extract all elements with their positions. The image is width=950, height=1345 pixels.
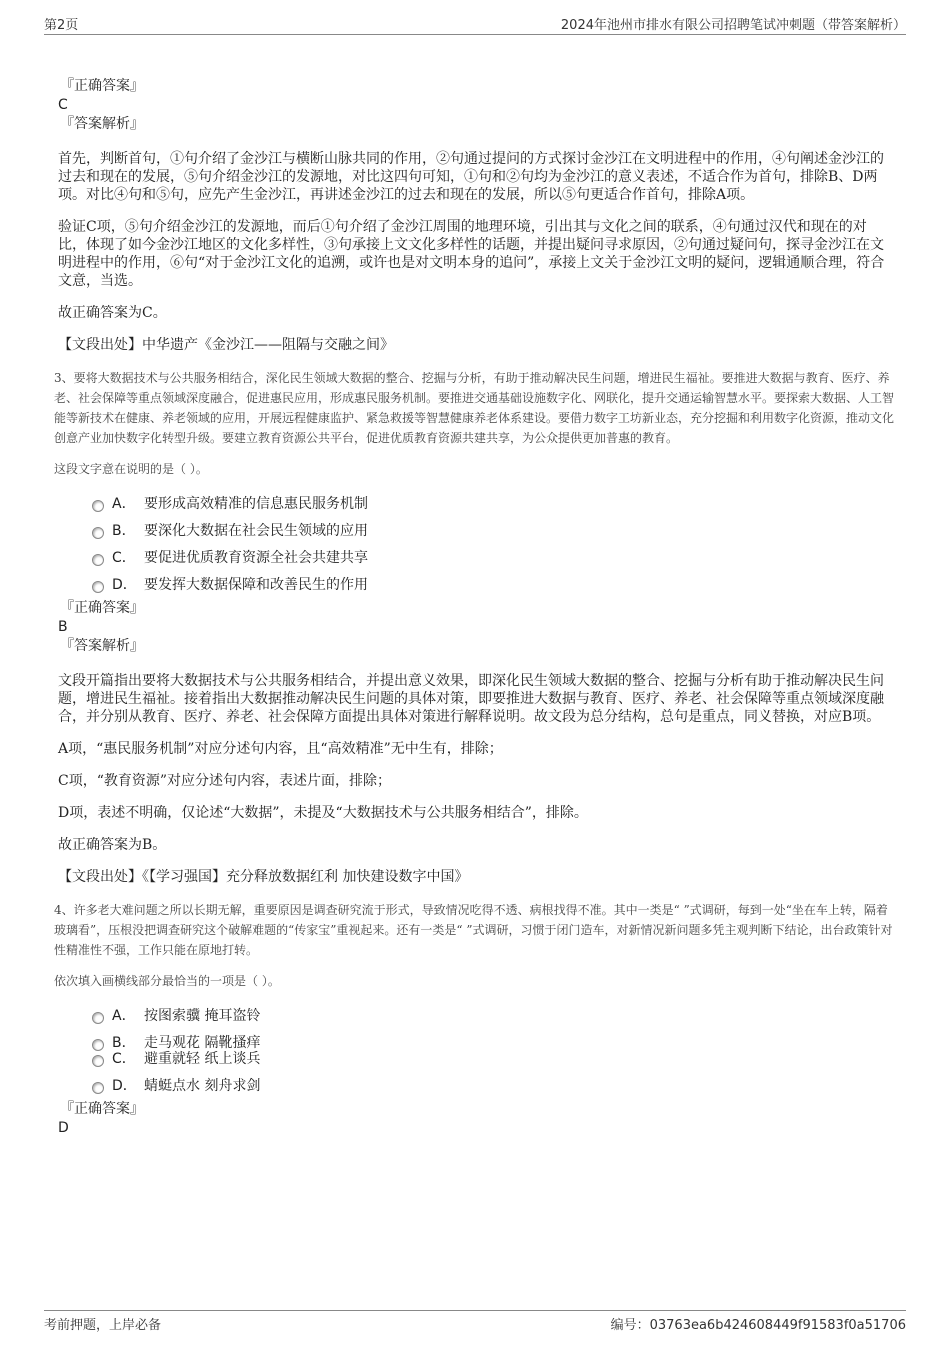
option-text: 要形成高效精准的信息惠民服务机制	[144, 496, 368, 512]
page-header	[44, 14, 906, 35]
page-content	[54, 76, 895, 1137]
analysis-paragraph: D项，表述不明确，仅论述“大数据”，未提及“大数据技术与公共服务相结合”，排除。	[58, 805, 588, 821]
question-prompt: 这段文字意在说明的是（ ）。	[54, 462, 208, 476]
option-text: 避重就轻 纸上谈兵	[144, 1051, 261, 1067]
option-letter: D．	[112, 577, 137, 593]
question-prompt: 依次填入画横线部分最恰当的一项是（ ）。	[54, 974, 280, 988]
question-3	[54, 368, 894, 602]
option-text: 蜻蜓点水 刻舟求剑	[144, 1078, 261, 1094]
answer-label: 『正确答案』	[60, 78, 144, 94]
answer-label: 『正确答案』	[60, 600, 144, 616]
analysis-paragraph: 文段开篇指出要将大数据技术与公共服务相结合，并提出意义效果，即深化民生领域大数据的整合、挖掘与分析有助于推动解决民生问题，增进民生福祉。接着指出大数据推动解决民生问题的具体对策，即要推进大数据与教育、医疗、养老、社会保障等重点领域深度融合，并分别从教育、医疗、养老、社会保障方面提出具体对策进行解释说明。故文段为总分结构，总句是重点，同义替换，对应B项。	[58, 673, 884, 725]
question-text: 3、要将大数据技术与公共服务相结合，深化民生领域大数据的整合、挖掘与分析，有助于推动解决民生问题，增进民生福祉。要推进大数据与教育、医疗、养老、社会保障等重点领域深度融合，促进惠民应用，形成惠民服务机制。要推进交通基础设施数字化、网联化，提升交通运输智慧水平。要探索大数据、人工智能等新技术在健康、养老领域的应用，开展远程健康监护、紧急救援等智慧健康养老体系建设。要借力数字工坊新业态，充分挖掘和利用数字化资源，推动文化创意产业加快数字化转型升级。要建立教育资源公共平台，促进优质教育资源共建共享，为公众提供更加普惠的教育。	[54, 371, 895, 445]
radio-button[interactable]	[92, 500, 104, 512]
analysis-paragraph: A项，“惠民服务机制”对应分述句内容，且“高效精准”无中生有，排除；	[58, 741, 503, 757]
radio-button[interactable]	[92, 527, 104, 539]
option-b[interactable]	[92, 1033, 894, 1049]
option-letter: A．	[112, 1008, 136, 1024]
radio-button[interactable]	[92, 554, 104, 566]
radio-button[interactable]	[92, 1012, 104, 1024]
question-text: 4、许多老大难问题之所以长期无解，重要原因是调查研究流于形式，导致情况吃得不透、病根找得不准。其中一类是“ ”式调研，每到一处“坐在车上转，隔着玻璃看”，压根没把调查研究这个破解难题的“传家宝”重视起来。还有一类是“ ”式调研，习惯于闭门造车，对新情况新问题多凭主观判断下结论，出台政策针对性精准性不强，工作只能在原地打转。	[54, 903, 893, 957]
q3-answer-block	[58, 598, 894, 886]
option-text: 要促进优质教育资源全社会共建共享	[144, 550, 368, 566]
option-list	[92, 494, 894, 602]
radio-button[interactable]	[92, 581, 104, 593]
answer-value: D	[58, 1120, 69, 1136]
question-4	[54, 900, 894, 1103]
analysis-paragraph: 验证C项，⑤句介绍金沙江的发源地，而后①句介绍了金沙江周围的地理环境，引出其与文化之间的联系，④句通过汉代和现在的对比，体现了如今金沙江地区的文化多样性，③句承接上文文化多样性的话题，并提出疑问寻求原因，②句通过疑问句，探寻金沙江在文明进程中的作用，⑥句“对于金沙江文化的追溯，或许也是对文明本身的追问”，承接上文关于金沙江文明的疑问，逻辑通顺合理，符合文意，当选。	[58, 219, 885, 289]
option-letter: D．	[112, 1078, 137, 1094]
option-letter: A．	[112, 496, 136, 512]
document-serial: 编号：03763ea6b424608449f91583f0a51706	[610, 1318, 906, 1333]
option-letter: C．	[112, 1051, 136, 1067]
option-text: 要发挥大数据保障和改善民生的作用	[144, 577, 368, 593]
answer-label: 『正确答案』	[60, 1101, 144, 1117]
analysis-label: 『答案解析』	[60, 116, 144, 132]
q4-answer-block	[58, 1099, 894, 1137]
source-citation: 【文段出处】《【学习强国】充分释放数据红利 加快建设数字中国》	[58, 869, 469, 885]
option-a[interactable]	[92, 494, 894, 521]
analysis-paragraph: C项，“教育资源”对应分述句内容，表述片面，排除；	[58, 773, 392, 789]
option-text: 走马观花 隔靴搔痒	[144, 1035, 261, 1051]
source-citation: 【文段出处】中华遗产《金沙江——阻隔与交融之间》	[58, 337, 394, 353]
page-footer	[44, 1310, 906, 1331]
option-letter: B．	[112, 1035, 136, 1051]
option-b[interactable]	[92, 521, 894, 548]
option-a[interactable]	[92, 1006, 894, 1033]
q2-answer-block	[58, 76, 894, 354]
answer-value: C	[58, 97, 68, 113]
document-title: 2024年池州市排水有限公司招聘笔试冲刺题（带答案解析）	[560, 18, 906, 33]
page-number: 第2页	[44, 18, 79, 33]
option-d[interactable]	[92, 575, 894, 602]
option-c[interactable]	[92, 548, 894, 575]
option-letter: B．	[112, 523, 136, 539]
analysis-paragraph: 首先，判断首句，①句介绍了金沙江与横断山脉共同的作用，②句通过提问的方式探讨金沙江在文明进程中的作用，④句阐述金沙江的过去和现在的发展，⑤句介绍金沙江的发源地，对比这四句可知，①句和②句均为金沙江的意义表述，不适合作为首句，排除B、D两项。对比④句和⑤句，应先产生金沙江，再讲述金沙江的过去和现在的发展，所以⑤句更适合作首句，排除A项。	[58, 151, 884, 203]
footer-slogan: 考前押题，上岸必备	[44, 1318, 162, 1333]
radio-button[interactable]	[92, 1082, 104, 1094]
option-list	[92, 1006, 894, 1103]
option-text: 按图索骥 掩耳盗铃	[144, 1008, 261, 1024]
answer-value: B	[58, 619, 68, 635]
option-c[interactable]	[92, 1049, 894, 1076]
option-text: 要深化大数据在社会民生领域的应用	[144, 523, 368, 539]
analysis-label: 『答案解析』	[60, 638, 144, 654]
analysis-paragraph: 故正确答案为C。	[58, 305, 167, 321]
option-letter: C．	[112, 550, 136, 566]
analysis-paragraph: 故正确答案为B。	[58, 837, 167, 853]
option-d[interactable]	[92, 1076, 894, 1103]
radio-button[interactable]	[92, 1055, 104, 1067]
